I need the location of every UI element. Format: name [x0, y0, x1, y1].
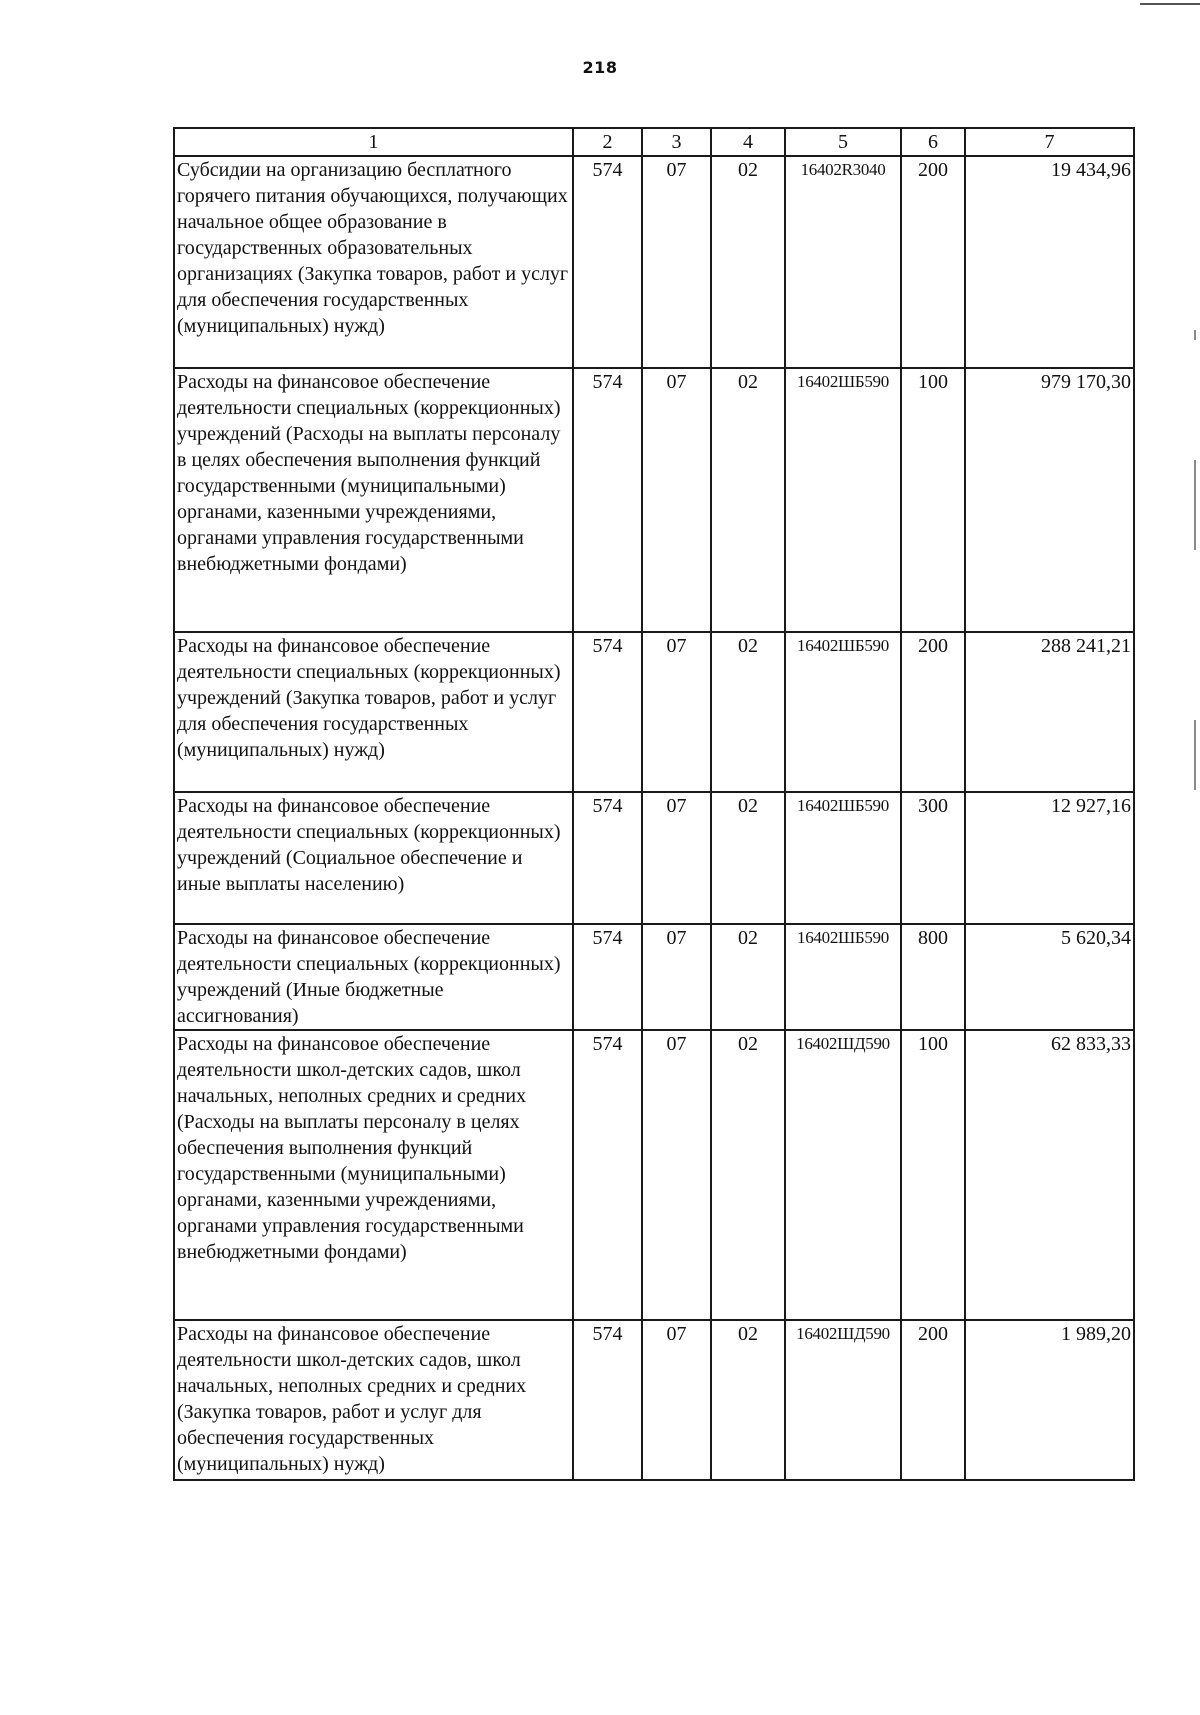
cell-col4: 02: [711, 156, 785, 368]
cell-amount: 5 620,34: [965, 924, 1134, 1030]
column-header: 2: [573, 128, 642, 156]
cell-expense-type: 300: [901, 792, 965, 924]
cell-expense-type: 800: [901, 924, 965, 1030]
cell-target-code: 16402ШБ590: [785, 368, 901, 632]
cell-amount: 288 241,21: [965, 632, 1134, 792]
scan-margin-mark: [1194, 330, 1196, 340]
cell-amount: 1 989,20: [965, 1320, 1134, 1480]
scan-edge-mark: [1140, 3, 1200, 5]
table-row: [174, 632, 1134, 792]
cell-col2: 574: [573, 1030, 642, 1320]
scan-margin-mark: [1194, 720, 1196, 790]
cell-col4: 02: [711, 368, 785, 632]
page-number: 218: [582, 58, 618, 77]
row-description: Расходы на финансовое обеспечение деятельности школ-детских садов, школ начальных, неполных средних и средних (Закупка товаров, работ и услуг для обеспечения государственных (муниципальных) нужд): [174, 1320, 573, 1480]
cell-expense-type: 200: [901, 1320, 965, 1480]
budget-table: [173, 127, 1135, 1481]
cell-col4: 02: [711, 792, 785, 924]
table-row: [174, 924, 1134, 1030]
table-row: [174, 1320, 1134, 1480]
cell-amount: 19 434,96: [965, 156, 1134, 368]
cell-expense-type: 100: [901, 368, 965, 632]
cell-target-code: 16402ШД590: [785, 1320, 901, 1480]
cell-amount: 62 833,33: [965, 1030, 1134, 1320]
cell-col2: 574: [573, 368, 642, 632]
table-header-row: [174, 128, 1134, 156]
cell-col3: 07: [642, 1320, 711, 1480]
cell-col2: 574: [573, 156, 642, 368]
column-header: 3: [642, 128, 711, 156]
column-header: 5: [785, 128, 901, 156]
cell-target-code: 16402ШБ590: [785, 924, 901, 1030]
cell-target-code: 16402ШБ590: [785, 792, 901, 924]
cell-col2: 574: [573, 792, 642, 924]
row-description: Расходы на финансовое обеспечение деятельности специальных (коррекционных) учреждений (Иные бюджетные ассигнования): [174, 924, 573, 1030]
cell-col4: 02: [711, 632, 785, 792]
cell-amount: 12 927,16: [965, 792, 1134, 924]
row-description: Субсидии на организацию бесплатного горячего питания обучающихся, получающих начальное общее образование в государственных образовательных организациях (Закупка товаров, работ и услуг для обеспечения государственных (муниципальных) нужд): [174, 156, 573, 368]
cell-amount: 979 170,30: [965, 368, 1134, 632]
cell-target-code: 16402ШБ590: [785, 632, 901, 792]
cell-col2: 574: [573, 632, 642, 792]
cell-expense-type: 200: [901, 156, 965, 368]
column-header: 4: [711, 128, 785, 156]
table-row: [174, 1030, 1134, 1320]
cell-col3: 07: [642, 156, 711, 368]
table-row: [174, 368, 1134, 632]
cell-col3: 07: [642, 368, 711, 632]
table-row: [174, 792, 1134, 924]
table-row: [174, 156, 1134, 368]
cell-col2: 574: [573, 924, 642, 1030]
cell-col2: 574: [573, 1320, 642, 1480]
cell-target-code: 16402R3040: [785, 156, 901, 368]
cell-expense-type: 200: [901, 632, 965, 792]
cell-col3: 07: [642, 1030, 711, 1320]
row-description: Расходы на финансовое обеспечение деятельности специальных (коррекционных) учреждений (Расходы на выплаты персоналу в целях обеспечения выполнения функций государственными (муниципальными) органами, казенными учреждениями, органами управления государственными внебюджетными фондами): [174, 368, 573, 632]
scan-margin-mark: [1194, 460, 1196, 550]
column-header: 1: [174, 128, 573, 156]
row-description: Расходы на финансовое обеспечение деятельности специальных (коррекционных) учреждений (Закупка товаров, работ и услуг для обеспечения государственных (муниципальных) нужд): [174, 632, 573, 792]
row-description: Расходы на финансовое обеспечение деятельности школ-детских садов, школ начальных, неполных средних и средних (Расходы на выплаты персоналу в целях обеспечения выполнения функций государственными (муниципальными) органами, казенными учреждениями, органами управления государственными внебюджетными фондами): [174, 1030, 573, 1320]
row-description: Расходы на финансовое обеспечение деятельности специальных (коррекционных) учреждений (Социальное обеспечение и иные выплаты населению): [174, 792, 573, 924]
cell-target-code: 16402ШД590: [785, 1030, 901, 1320]
cell-col3: 07: [642, 924, 711, 1030]
column-header: 7: [965, 128, 1134, 156]
column-header: 6: [901, 128, 965, 156]
cell-col3: 07: [642, 632, 711, 792]
cell-col4: 02: [711, 1030, 785, 1320]
cell-col4: 02: [711, 1320, 785, 1480]
cell-expense-type: 100: [901, 1030, 965, 1320]
cell-col4: 02: [711, 924, 785, 1030]
cell-col3: 07: [642, 792, 711, 924]
